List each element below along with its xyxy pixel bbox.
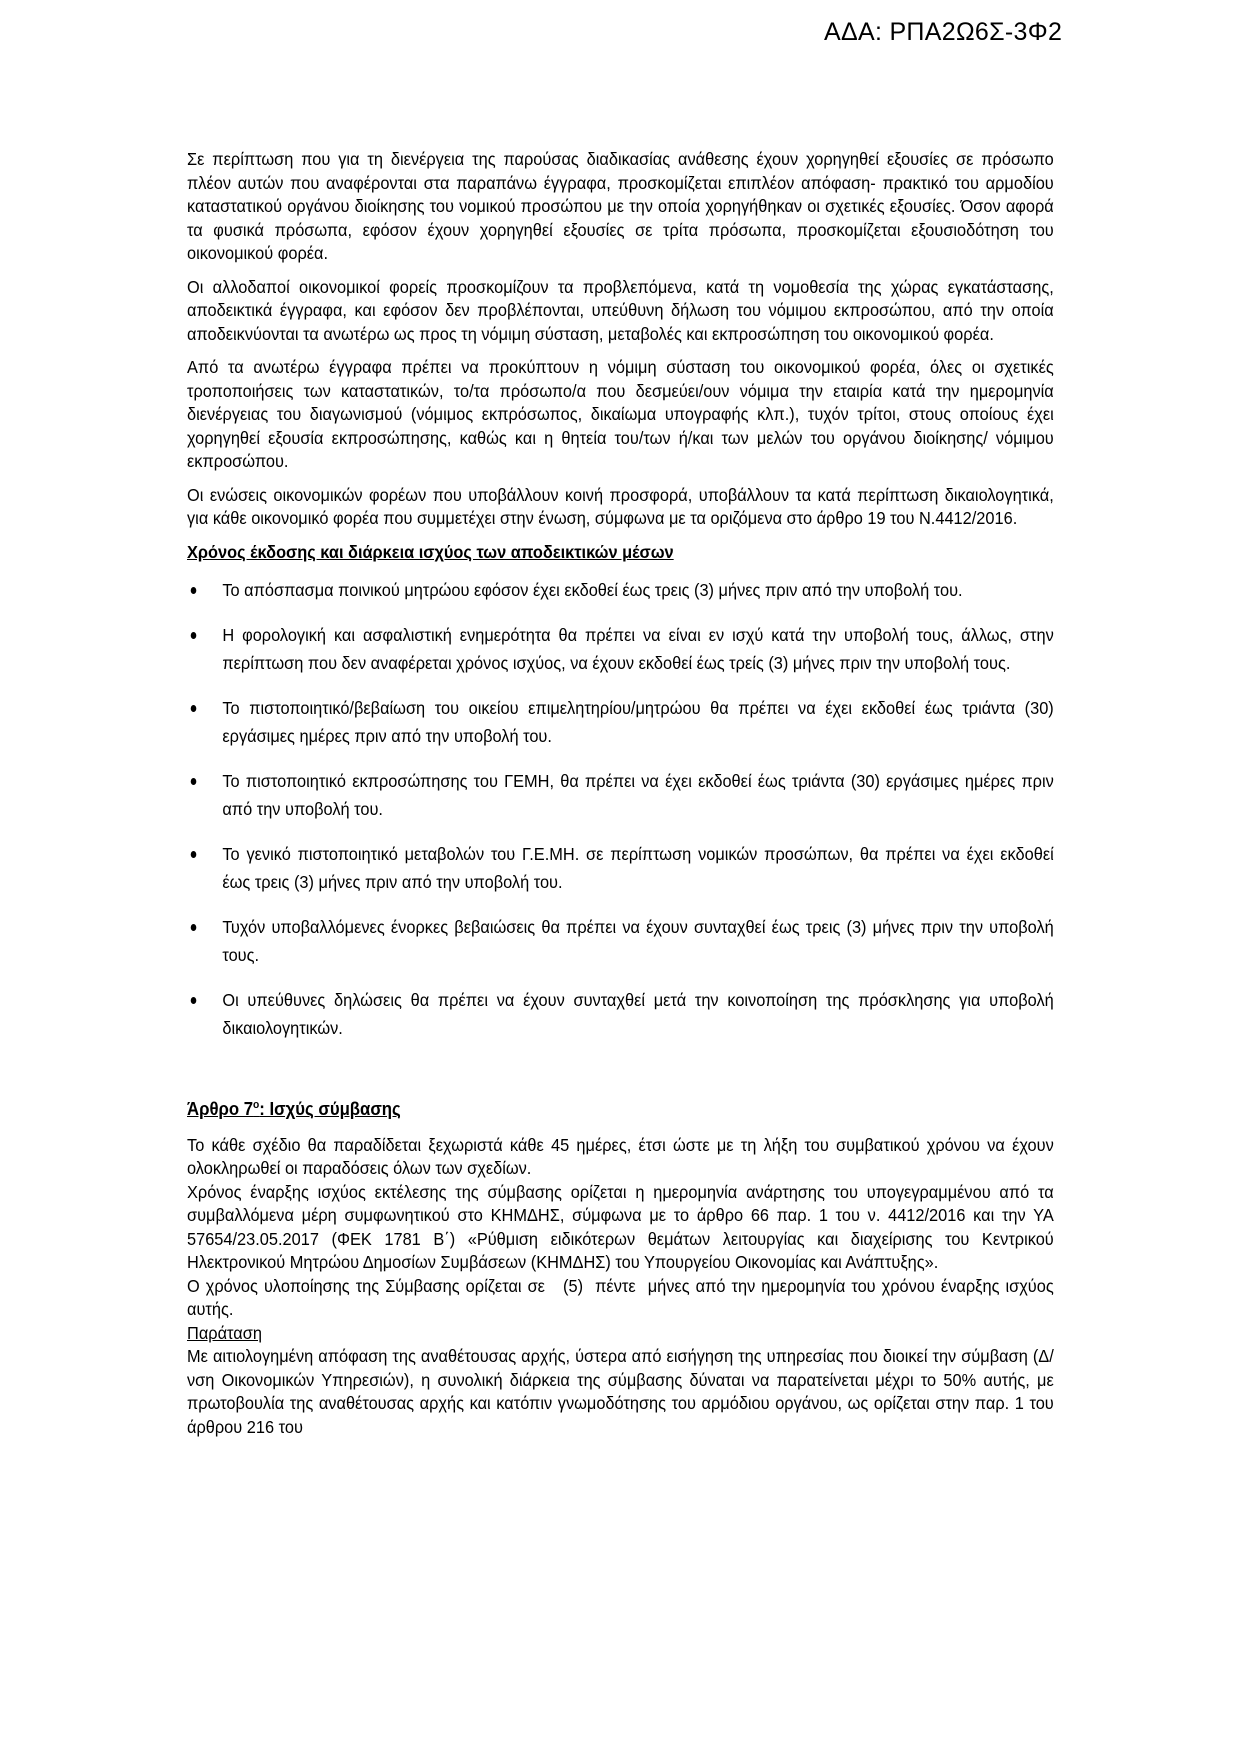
article-7-delivery-paragraph: Το κάθε σχέδιο θα παραδίδεται ξεχωριστά κάθε 45 ημέρες, έτσι ώστε με τη λήξη του συμβατικού χρόνου να έχουν ολοκληρωθεί οι παραδόσεις όλων των σχεδίων. [187,1134,1054,1178]
validity-list [187,576,1054,1042]
bullet-icon [191,778,197,785]
extension-paragraph: Με αιτιολογημένη απόφαση της αναθέτουσας αρχής, ύστερα από εισήγηση της υπηρεσίας που διοικεί την σύμβαση (Δ/νση Οικονομικών Υπηρεσιών), η συνολική διάρκεια της σύμβασης δύναται να παρατείνεται μέχρι το 50% αυτής, με πρωτοβουλία της αναθέτουσας αρχής και κατόπιν γνωμοδότησης του αρμόδιου οργάνου, ως ορίζεται στην παρ. 1 του άρθρου 216 του [187,1346,1054,1437]
paragraph-consortia: Οι ενώσεις οικονομικών φορέων που υποβάλλουν κοινή προσφορά, υποβάλλουν τα κατά περίπτωση δικαιολογητικά, για κάθε οικονομικό φορέα που συμμετέχει στην ένωση, σύμφωνα με τα οριζόμενα στο άρθρο 19 του Ν.4412/2016. [187,484,1054,528]
bullet-icon [191,632,197,639]
ada-identifier: ΑΔΑ: ΡΠΑ2Ω6Σ-3Φ2 [824,18,1063,46]
bullet-icon [191,851,197,858]
list-item-text: Το πιστοποιητικό/βεβαίωση του οικείου επιμελητηρίου/μητρώου θα πρέπει να έχει εκδοθεί έως τριάντα (30) εργάσιμες ημέρες πριν από την υποβολή του. [222,698,1054,746]
list-item-text: Οι υπεύθυνες δηλώσεις θα πρέπει να έχουν συνταχθεί μετά την κοινοποίηση της πρόσκλησης για υποβολή δικαιολογητικών. [222,990,1054,1038]
bullet-icon [191,705,197,712]
list-item [187,913,1054,969]
list-item-text: Το πιστοποιητικό εκπροσώπησης του ΓΕΜΗ, θα πρέπει να έχει εκδοθεί έως τριάντα (30) εργάσιμες ημέρες πριν από την υποβολή του. [222,771,1054,819]
list-item-text: Η φορολογική και ασφαλιστική ενημερότητα θα πρέπει να είναι εν ισχύ κατά την υποβολή τους, άλλως, στην περίπτωση που δεν αναφέρεται χρόνος ισχύος, να έχουν εκδοθεί έως τρείς (3) μήνες πριν την υποβολή τους. [222,625,1054,673]
article-7-heading-suffix: : Ισχύς σύμβασης [259,1099,401,1119]
list-item-text: Τυχόν υποβαλλόμενες ένορκες βεβαιώσεις θα πρέπει να έχουν συνταχθεί έως τρεις (3) μήνες πριν την υποβολή τους. [222,917,1054,965]
article-7-start-paragraph: Χρόνος έναρξης ισχύος εκτέλεσης της σύμβασης ορίζεται η ημερομηνία ανάρτησης του υπογεγραμμένου από τα συμβαλλόμενα μέρη συμφωνητικού στο ΚΗΜΔΗΣ, σύμφωνα με το άρθρο 66 παρ. 1 του ν. 4412/2016 και την ΥΑ 57654/23.05.2017 (ΦΕΚ 1781 Β΄) «Ρύθμιση ειδικότερων θεμάτων λειτουργίας και διαχείρισης του Κεντρικού Ηλεκτρονικού Μητρώου Δημοσίων Συμβάσεων (ΚΗΜΔΗΣ) του Υπουργείου Οικονομίας και Ανάπτυξης». [187,1181,1054,1272]
list-item [187,694,1054,750]
bullet-icon [191,924,197,931]
extension-heading: Παράταση [187,1322,262,1343]
article-7-duration-paragraph: Ο χρόνος υλοποίησης της Σύμβασης ορίζεται σε (5) πέντε μήνες από την ημερομηνία του χρόνου έναρξης ισχύος αυτής. [187,1275,1059,1319]
bullet-icon [191,587,197,594]
list-item [187,767,1054,823]
paragraph-foreign-operators: Οι αλλοδαποί οικονομικοί φορείς προσκομίζουν τα προβλεπόμενα, κατά τη νομοθεσία της χώρας εγκατάστασης, αποδεικτικά έγγραφα, και εφόσον δεν προβλέπονται, υπεύθυνη δήλωση του νόμιμου εκπροσώπου, από την οποία αποδεικνύονται τα ανωτέρω ως προς τη νόμιμη σύσταση, μεταβολές και εκπροσώπηση του οικονομικού φορέα. [187,276,1054,344]
article-7-heading-superscript: ο [253,1099,260,1111]
validity-section-heading: Χρόνος έκδοσης και διάρκεια ισχύος των αποδεικτικών μέσων [187,541,674,562]
paragraph-authorization: Σε περίπτωση που για τη διενέργεια της παρούσας διαδικασίας ανάθεσης έχουν χορηγηθεί εξουσίες σε πρόσωπο πλέον αυτών που αναφέρονται στα παραπάνω έγγραφα, προσκομίζεται επιπλέον απόφαση- πρακτικό του αρμοδίου καταστατικού οργάνου διοίκησης του νομικού προσώπου με την οποία χορηγήθηκαν οι σχετικές εξουσίες. Όσον αφορά τα φυσικά πρόσωπα, εφόσον έχουν χορηγηθεί εξουσίες σε τρίτα πρόσωπα, προσκομίζεται εξουσιοδότηση του οικονομικού φορέα. [187,149,1054,263]
list-item-text: Το απόσπασμα ποινικού μητρώου εφόσον έχει εκδοθεί έως τρεις (3) μήνες πριν από την υποβολή του. [222,580,963,600]
list-item [187,621,1054,677]
paragraph-legal-establishment: Από τα ανωτέρω έγγραφα πρέπει να προκύπτουν η νόμιμη σύσταση του οικονομικού φορέα, όλες οι σχετικές τροποποιήσεις των καταστατικών, το/τα πρόσωπο/α που δεσμεύει/ουν νόμιμα την εταιρία κατά την ημερομηνία διενέργειας του διαγωνισμού (νόμιμος εκπρόσωπος, δικαίωμα υπογραφής κλπ.), τυχόν τρίτοι, στους οποίους έχει χορηγηθεί εξουσία εκπροσώπησης, καθώς και η θητεία του/των ή/και των μελών του οργάνου διοίκησης/ νόμιμου εκπροσώπου. [187,357,1054,471]
list-item [187,576,1054,604]
document-body [187,148,1059,1439]
list-item-text: Το γενικό πιστοποιητικό μεταβολών του Γ.Ε.ΜΗ. σε περίπτωση νομικών προσώπων, θα πρέπει να έχει εκδοθεί έως τρεις (3) μήνες πριν από την υποβολή του. [222,844,1054,892]
list-item [187,840,1054,896]
article-7-heading-prefix: Άρθρο 7 [187,1099,254,1119]
article-7-heading [187,1098,1054,1122]
list-item [187,986,1054,1042]
bullet-icon [191,997,197,1004]
